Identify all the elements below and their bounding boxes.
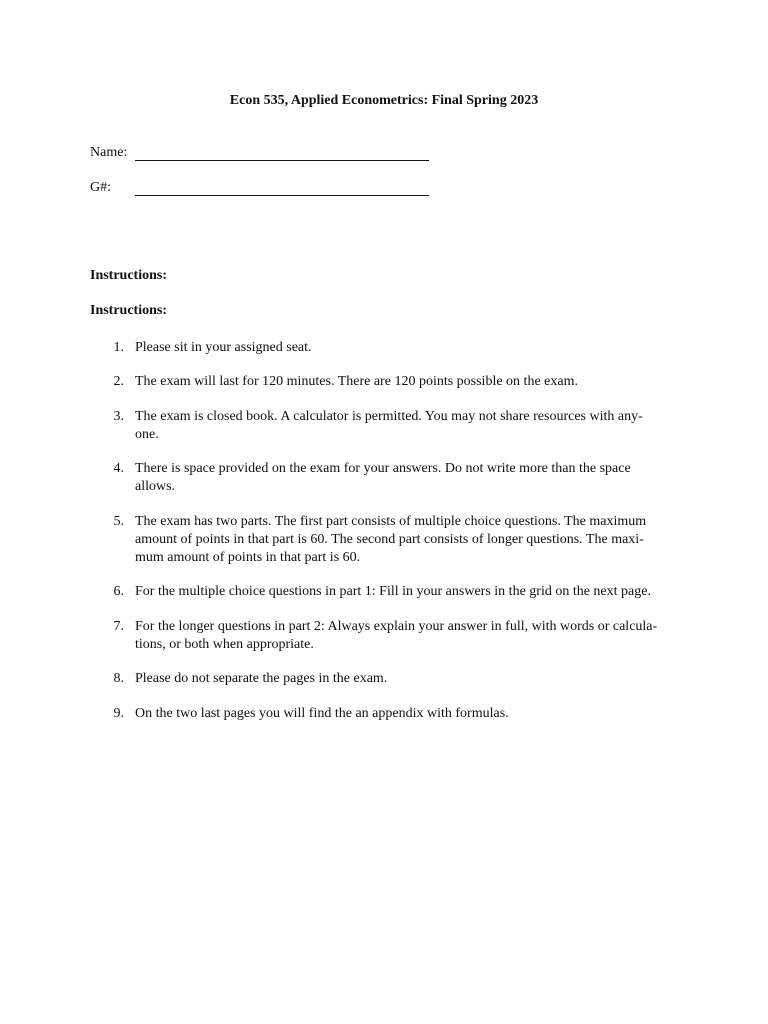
list-item-text: Please do not separate the pages in the exam. — [135, 671, 388, 686]
list-item-text: On the two last pages you will find the an appendix with formulas. — [135, 706, 509, 721]
gnumber-label: G#: — [90, 180, 111, 195]
list-item-number: 6. — [113, 584, 124, 599]
list-item-number: 1. — [113, 340, 124, 355]
gnumber-blank-line — [135, 195, 429, 196]
instructions-heading-repeat: Instructions: — [90, 303, 168, 318]
list-item-number: 4. — [113, 461, 124, 476]
list-item-text: The exam will last for 120 minutes. There are 120 points possible on the exam. — [135, 374, 578, 389]
list-item-text: The exam is closed book. A calculator is permitted. You may not share resources with any- one. — [135, 409, 643, 442]
list-item-number: 9. — [113, 706, 124, 721]
list-item-text: The exam has two parts. The first part consists of multiple choice questions. The maximum amount of points in that part is 60. The second part consists of longer questions. The maxi- mum amount of points in that part is 60. — [135, 514, 647, 565]
list-item-number: 8. — [113, 671, 124, 686]
exam-title: Econ 535, Applied Econometrics: Final Spring 2023 — [229, 93, 539, 108]
list-item-text: For the longer questions in part 2: Always explain your answer in full, with words or calcula- tions, or both when appropriate. — [135, 619, 658, 652]
list-item-number: 7. — [113, 619, 124, 634]
list-item-number: 3. — [113, 409, 124, 424]
list-item-text: For the multiple choice questions in part 1: Fill in your answers in the grid on the next page. — [135, 584, 651, 599]
list-item-number: 5. — [113, 514, 124, 529]
list-item-number: 2. — [113, 374, 124, 389]
instructions-heading: Instructions: — [90, 268, 168, 283]
list-item-text: There is space provided on the exam for your answers. Do not write more than the space allows. — [135, 461, 631, 494]
list-item-text: Please sit in your assigned seat. — [135, 340, 312, 355]
name-blank-line — [135, 160, 429, 161]
name-label: Name: — [90, 145, 128, 160]
